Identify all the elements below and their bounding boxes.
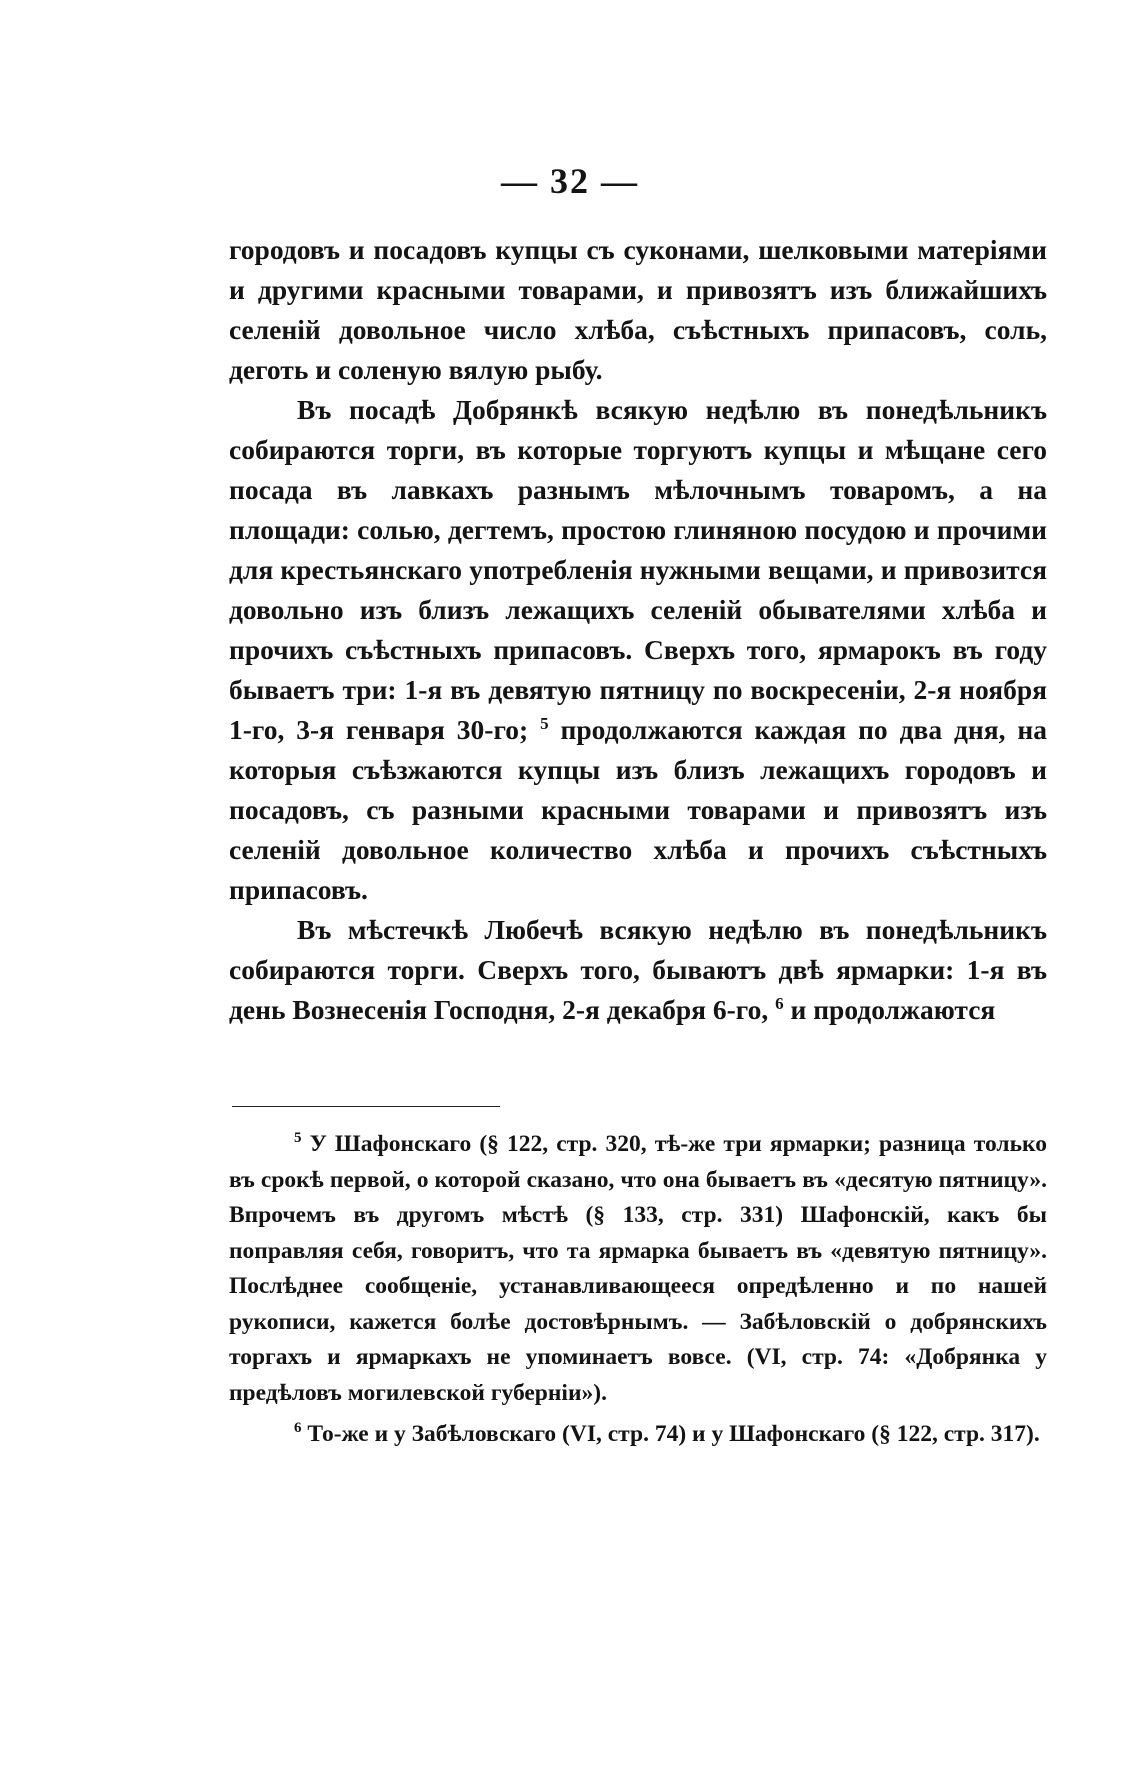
paragraph-dobryanka-text-2: продолжаются каждая по два дня, на которыя съѣзжаются купцы изъ близъ лежащихъ городовъ и посадовъ, съ разными красными товарами и привозятъ изъ селеній довольное количество хлѣба и прочихъ съѣстныхъ припасовъ. <box>229 714 1048 905</box>
main-text <box>229 230 1047 1030</box>
footnote-5 <box>229 1127 1047 1411</box>
footnote-mark-6: 6 <box>294 1420 302 1437</box>
footnote-5-text: У Шафонскаго (§ 122, стр. 320, тѣ-же три ярмарки; разница только въ срокѣ первой, о которой сказано, что она бываетъ въ «десятую пятницу». Впрочемъ въ другомъ мѣстѣ (§ 133, стр. 331) Шафонскій, какъ бы поправляя себя, говоритъ, что та ярмарка бываетъ въ «девятую пятницу». Послѣднее сообщеніе, устанавливающееся опредѣленно и по нашей рукописи, кажется болѣе достовѣрнымъ. — Забѣловскій о добрянскихъ торгахъ и ярмаркахъ не упоминаетъ вовсе. (VI, стр. 74: «Добрянка у предѣловъ могилевской губерніи»). <box>229 1131 1048 1406</box>
footnote-6 <box>229 1417 1047 1453</box>
paragraph-lyubech <box>229 910 1047 1030</box>
footnote-ref-5[interactable]: 5 <box>540 713 549 733</box>
footnote-mark-5: 5 <box>294 1130 302 1147</box>
paragraph-dobryanka <box>229 390 1047 910</box>
paragraph-dobryanka-text-1: Въ посадѣ Добрянкѣ всякую недѣлю въ понедѣльникъ собираются торги, въ которые торгуютъ купцы и мѣщане сего посада въ лавкахъ разнымъ мѣлочнымъ товаромъ, а на площади: солью, дегтемъ, простою глиняною посудою и прочими для крестьянскаго употребленія нужными вещами, и привозится довольно изъ близъ лежащихъ селеній обывателями хлѣба и прочихъ съѣстныхъ припасовъ. Сверхъ того, ярмарокъ въ году бываетъ три: 1-я въ девятую пятницу по воскресеніи, 2-я ноября 1-го, 3-я генваря 30-го; <box>229 394 1047 745</box>
footnote-6-text: То-же и у Забѣловскаго (VI, стр. 74) и у Шафонскаго (§ 122, стр. 317). <box>307 1421 1040 1447</box>
paragraph-continued: городовъ и посадовъ купцы съ суконами, шелковыми матеріями и другими красными товарами, и привозятъ изъ ближайшихъ селеній довольное число хлѣба, съѣстныхъ припасовъ, соль, деготь и соленую вялую рыбу. <box>229 234 1047 385</box>
footnote-divider <box>232 1106 500 1107</box>
page-number: — 32 — <box>501 161 639 201</box>
footnotes <box>229 1127 1047 1459</box>
footnote-ref-6[interactable]: 6 <box>775 993 784 1013</box>
paragraph-lyubech-text-1: Въ мѣстечкѣ Любечѣ всякую недѣлю въ понедѣльникъ собираются торги. Сверхъ того, бываютъ двѣ ярмарки: 1-я въ день Вознесенія Господня, 2-я декабря 6-го, <box>229 914 1047 1025</box>
paragraph-lyubech-text-2: и продолжаются <box>790 994 996 1025</box>
